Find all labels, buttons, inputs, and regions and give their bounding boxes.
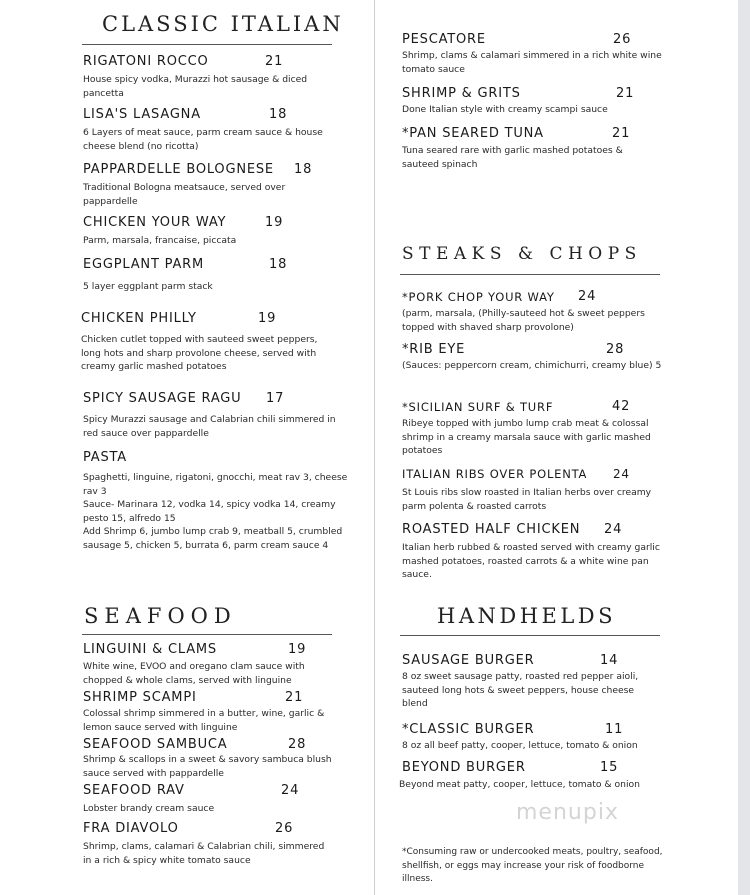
item-description: (parm, marsala, (Philly-sauteed hot & sweet peppers topped with shaved sharp provolone) [402, 308, 645, 333]
item-price: 21 [265, 54, 284, 69]
item-description: Spicy Murazzi sausage and Calabrian chili simmered in red sauce over pappardelle [83, 414, 336, 439]
menu-item [83, 737, 353, 780]
menu-item [402, 399, 677, 458]
item-name: SHRIMP & GRITS [402, 86, 521, 101]
menu-item [83, 391, 353, 440]
menu-item [83, 450, 358, 552]
menu-item [402, 289, 677, 334]
item-price: 21 [616, 86, 635, 101]
item-price: 24 [281, 783, 300, 798]
item-description: White wine, EVOO and oregano clam sauce with chopped & whole clams, served with linguine [83, 661, 305, 686]
menu-item [402, 522, 677, 582]
section-rule [400, 635, 660, 636]
item-price: 18 [269, 257, 288, 272]
menu-item [83, 162, 353, 208]
menu-item [402, 342, 677, 373]
menu-item [83, 690, 353, 734]
item-name: *PORK CHOP YOUR WAY [402, 290, 555, 304]
menu-item [83, 257, 353, 294]
item-price: 11 [605, 722, 624, 737]
page-edge [738, 0, 750, 895]
column-divider [374, 0, 375, 895]
menu-item [402, 126, 672, 171]
section-rule [82, 44, 332, 45]
item-description: Tuna seared rare with garlic mashed potatoes & sauteed spinach [402, 145, 623, 170]
item-name: ROASTED HALF CHICKEN [402, 522, 581, 537]
item-description: Beyond meat patty, cooper, lettuce, tomato & onion [399, 779, 640, 790]
item-name: CHICKEN PHILLY [81, 311, 197, 326]
item-price: 26 [613, 32, 632, 47]
item-name: LINGUINI & CLAMS [83, 642, 217, 657]
item-price: 28 [288, 737, 307, 752]
menu-item [402, 722, 677, 753]
item-description: Shrimp, clams & calamari simmered in a rich white wine tomato sauce [402, 50, 662, 75]
menu-item [402, 466, 677, 513]
menu-item [83, 107, 353, 153]
item-name: *CLASSIC BURGER [402, 722, 535, 737]
item-price: 14 [600, 653, 619, 668]
item-name: PESCATORE [402, 32, 486, 47]
item-description: Shrimp, clams, calamari & Calabrian chili, simmered in a rich & spicy white tomato sauce [83, 841, 325, 866]
item-price: 19 [265, 215, 284, 230]
item-description: 8 oz sweet sausage patty, roasted red pepper aioli, sauteed long hots & sweet peppers, house cheese blend [402, 671, 639, 709]
item-price: 18 [269, 107, 288, 122]
item-description: Italian herb rubbed & roasted served with creamy garlic mashed potatoes, roasted carrots & a white wine pan sauce. [402, 542, 660, 580]
section-rule [82, 634, 332, 635]
menu-item [83, 821, 353, 867]
section-title-handhelds: HANDHELDS [437, 604, 617, 628]
item-description: Chicken cutlet topped with sauteed sweet peppers, long hots and sharp provolone cheese, served with creamy garlic mashed potatoes [81, 334, 318, 372]
menu-item [81, 311, 351, 374]
item-price: 15 [600, 760, 619, 775]
item-description: St Louis ribs slow roasted in Italian herbs over creamy parm polenta & roasted carrots [402, 487, 652, 512]
menu-item [83, 54, 353, 100]
item-description: 6 Layers of meat sauce, parm cream sauce & house cheese blend (no ricotta) [83, 127, 323, 152]
section-rule [400, 274, 660, 275]
item-price: 28 [606, 342, 625, 357]
menu-item [402, 32, 672, 76]
item-name: LISA'S LASAGNA [83, 107, 201, 122]
item-name: SPICY SAUSAGE RAGU [83, 391, 242, 406]
item-name: *SICILIAN SURF & TURF [402, 400, 554, 414]
section-title-classic-italian: CLASSIC ITALIAN [102, 12, 344, 36]
item-name: PAPPARDELLE BOLOGNESE [83, 162, 274, 177]
item-name: *PAN SEARED TUNA [402, 126, 544, 141]
item-price: 24 [604, 522, 623, 537]
item-price: 21 [612, 126, 631, 141]
menu-item [399, 760, 677, 792]
menu-item [83, 642, 353, 687]
item-description: (Sauces: peppercorn cream, chimichurri, creamy blue) 5 [402, 360, 662, 371]
item-name: *RIB EYE [402, 342, 466, 357]
item-price: 42 [612, 399, 631, 414]
item-name: SHRIMP SCAMPI [83, 690, 197, 705]
item-price: 21 [285, 690, 304, 705]
item-description: Colossal shrimp simmered in a butter, wine, garlic & lemon sauce served with linguine [83, 708, 325, 733]
watermark-logo: menupix [516, 800, 619, 825]
menu-item [402, 653, 677, 711]
menu-item [83, 783, 353, 816]
menu-item [402, 86, 672, 117]
item-price: 18 [294, 162, 313, 177]
item-name: FRA DIAVOLO [83, 821, 179, 836]
item-name: SAUSAGE BURGER [402, 653, 535, 668]
item-description: Lobster brandy cream sauce [83, 803, 215, 814]
item-description: Shrimp & scallops in a sweet & savory sambuca blush sauce served with pappardelle [83, 754, 332, 779]
item-name: CHICKEN YOUR WAY [83, 215, 227, 230]
item-description: Traditional Bologna meatsauce, served over pappardelle [83, 182, 286, 207]
item-name: SEAFOOD RAV [83, 783, 185, 798]
item-price: 24 [613, 467, 630, 481]
item-description: 5 layer eggplant parm stack [83, 281, 213, 292]
item-description: Parm, marsala, francaise, piccata [83, 235, 237, 246]
menu-item [83, 215, 353, 248]
section-title-seafood: SEAFOOD [84, 604, 237, 628]
item-name: EGGPLANT PARM [83, 257, 204, 272]
item-name: ITALIAN RIBS OVER POLENTA [402, 467, 588, 481]
item-description: House spicy vodka, Murazzi hot sausage & diced pancetta [83, 74, 308, 99]
item-description: Spaghetti, linguine, rigatoni, gnocchi, meat rav 3, cheese rav 3 Sauce- Marinara 12, vodka 14, spicy vodka 14, creamy pesto 15, alfredo 15 Add Shrimp 6, jumbo lump crab 9, meatball 5, crumbled sausage 5, chicken 5, burrata 6, parm cream sauce 4 [83, 472, 348, 551]
item-price: 26 [275, 821, 294, 836]
item-price: 19 [288, 642, 307, 657]
item-price: 17 [266, 391, 285, 406]
section-title-steaks-chops: STEAKS & CHOPS [402, 244, 642, 264]
item-description: 8 oz all beef patty, cooper, lettuce, tomato & onion [402, 740, 638, 751]
item-name: RIGATONI ROCCO [83, 54, 209, 69]
item-name: PASTA [83, 450, 127, 465]
item-description: Ribeye topped with jumbo lump crab meat & colossal shrimp in a creamy marsala sauce with garlic mashed potatoes [402, 418, 651, 456]
item-price: 19 [258, 311, 277, 326]
item-name: SEAFOOD SAMBUCA [83, 737, 228, 752]
item-name: BEYOND BURGER [402, 760, 526, 775]
food-safety-disclaimer: *Consuming raw or undercooked meats, poultry, seafood, shellfish, or eggs may increase your risk of foodborne illness. [402, 847, 663, 884]
item-description: Done Italian style with creamy scampi sauce [402, 104, 608, 115]
item-price: 24 [578, 289, 597, 304]
